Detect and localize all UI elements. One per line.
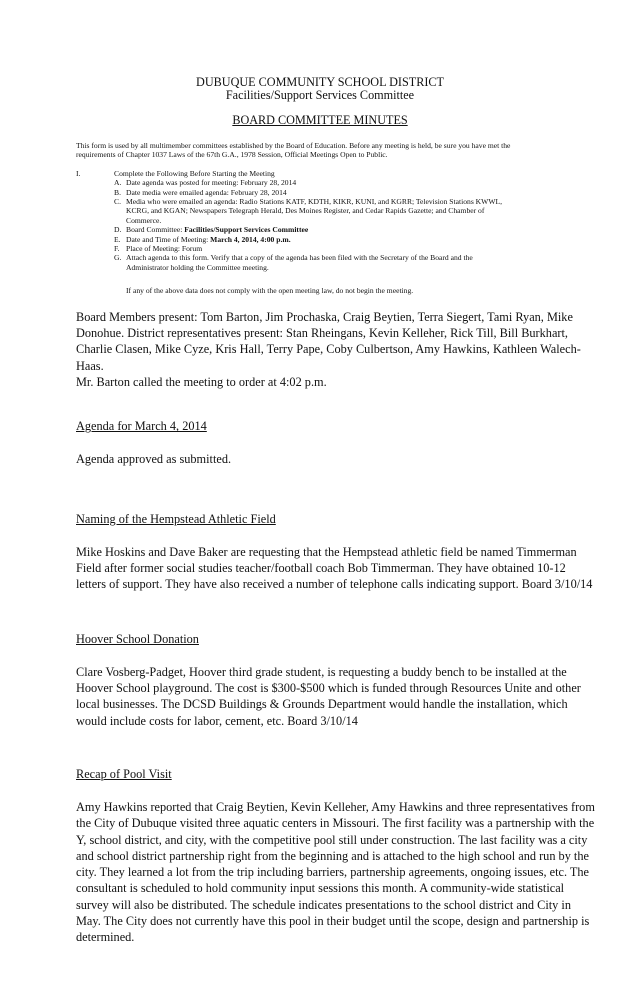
checklist-item [114,197,614,225]
committee-name: Facilities/Support Services Committee [225,88,415,102]
compliance-warning: If any of the above data does not comply with the open meeting law, do not begin the meeting. [126,286,414,296]
checklist-item [114,235,614,244]
section-body: Clare Vosberg-Padget, Hoover third grade student, is requesting a buddy bench to be installed at the Hoover School playground. The cost is $300-$500 which is funded through Resources Unite and other local businesses. The DCSD Buildings & Grounds Department would handle the installation, which would include costs for labor, cement, etc. Board 3/10/14 [76,664,581,728]
item-letter: D. [114,225,122,235]
section-heading: Naming of the Hempstead Athletic Field [76,511,276,526]
form-intro: This form is used by all multimember committees established by the Board of Education. Before any meeting is held, be sure you have met the requirements of Chapter 1037 Laws of the 67th G.A., 1978 Session, Official Meetings Open to Public. [76,141,511,160]
section-body: Amy Hawkins reported that Craig Beytien, Kevin Kelleher, Amy Hawkins and three representatives from the City of Dubuque visited three aquatic centers in Missouri. The first facility was a partnership with the Y, school district, and city, with the competitive pool still under construction. The last facility was a city and school district partnership right from the beginning and is attached to the high school and run by the city. They learned a lot from the trip including barriers, partnership agreements, ongoing issues, etc. The consultant is scheduled to hold community input sessions this month. A community-wide statistical survey will also be distributed. The schedule indicates presentations to the school district and City in May. The City does not currently have this pool in their budget until the scope, design and partnership is determined. [76,800,595,945]
checklist-item [114,225,614,234]
item-letter: E. [114,234,121,244]
checklist-item [114,253,614,272]
section-body: Mike Hoskins and Dave Baker are requesting that the Hempstead athletic field be named Timmerman Field after former social studies teacher/football coach Bob Timmerman. They have obtained 10-12 letters of support. They have also received a number of telephone calls indicating support. Board 3/10/14 [76,544,593,592]
call-to-order: Mr. Barton called the meeting to order at 4:02 p.m. [76,374,327,389]
section-heading: Agenda for March 4, 2014 [76,419,207,434]
item-text: Media who were emailed an agenda: Radio Stations KATF, KDTH, KIKR, KUNI, and KGRR; Television Stations KWWL, KCRG, and KGAN; Newspapers Telegraph Herald, Des Moines Register, and Cedar Rapids Gazette; and Chamber of Commerce. [126,197,503,225]
item-letter: C. [114,197,121,207]
section-number: I. [76,168,81,178]
minutes-section [76,495,616,609]
item-bold-value: March 4, 2014, 4:00 p.m. [210,234,291,244]
section-body: Agenda approved as submitted. [76,452,232,467]
item-text: Date and Time of Meeting: [126,234,211,244]
item-text: Attach agenda to this form. Verify that a copy of the agenda has been filed with the Secretary of the Board and the Administrator holding the Committee meeting. [126,253,473,272]
section-header [76,169,616,178]
item-text: Place of Meeting: Forum [126,244,203,254]
item-letter: G. [114,253,122,263]
document-title: BOARD COMMITTEE MINUTES [232,113,408,127]
checklist-item [114,178,614,187]
minutes-section [76,615,616,745]
item-letter: A. [114,178,122,188]
item-text: Date agenda was posted for meeting: February 28, 2014 [126,178,297,188]
item-letter: F. [114,244,120,254]
section-title: Complete the Following Before Starting the Meeting [114,168,275,178]
district-name: DUBUQUE COMMUNITY SCHOOL DISTRICT [196,75,444,89]
checklist-item [114,188,614,197]
item-letter: B. [114,187,121,197]
minutes-section [76,750,616,962]
checklist-item [114,244,614,253]
item-text: Board Committee: [126,225,185,235]
section-heading: Hoover School Donation [76,632,199,647]
section-heading: Recap of Pool Visit [76,767,172,782]
checklist [114,178,614,272]
item-bold-value: Facilities/Support Services Committee [184,225,309,235]
minutes-section [76,402,616,483]
item-text: Date media were emailed agenda: February 28, 2014 [126,187,287,197]
attendance: Board Members present: Tom Barton, Jim Prochaska, Craig Beytien, Terra Siegert, Tami Ryan, Mike Donohue. District representatives present: Stan Rheingans, Kevin Kelleher, Rick Till, Bill Burkhart, Charlie Clasen, Mike Cyze, Kris Hall, Terry Pape, Coby Culbertson, Amy Hawkins, Kathleen Walech- Haas. [76,309,581,373]
